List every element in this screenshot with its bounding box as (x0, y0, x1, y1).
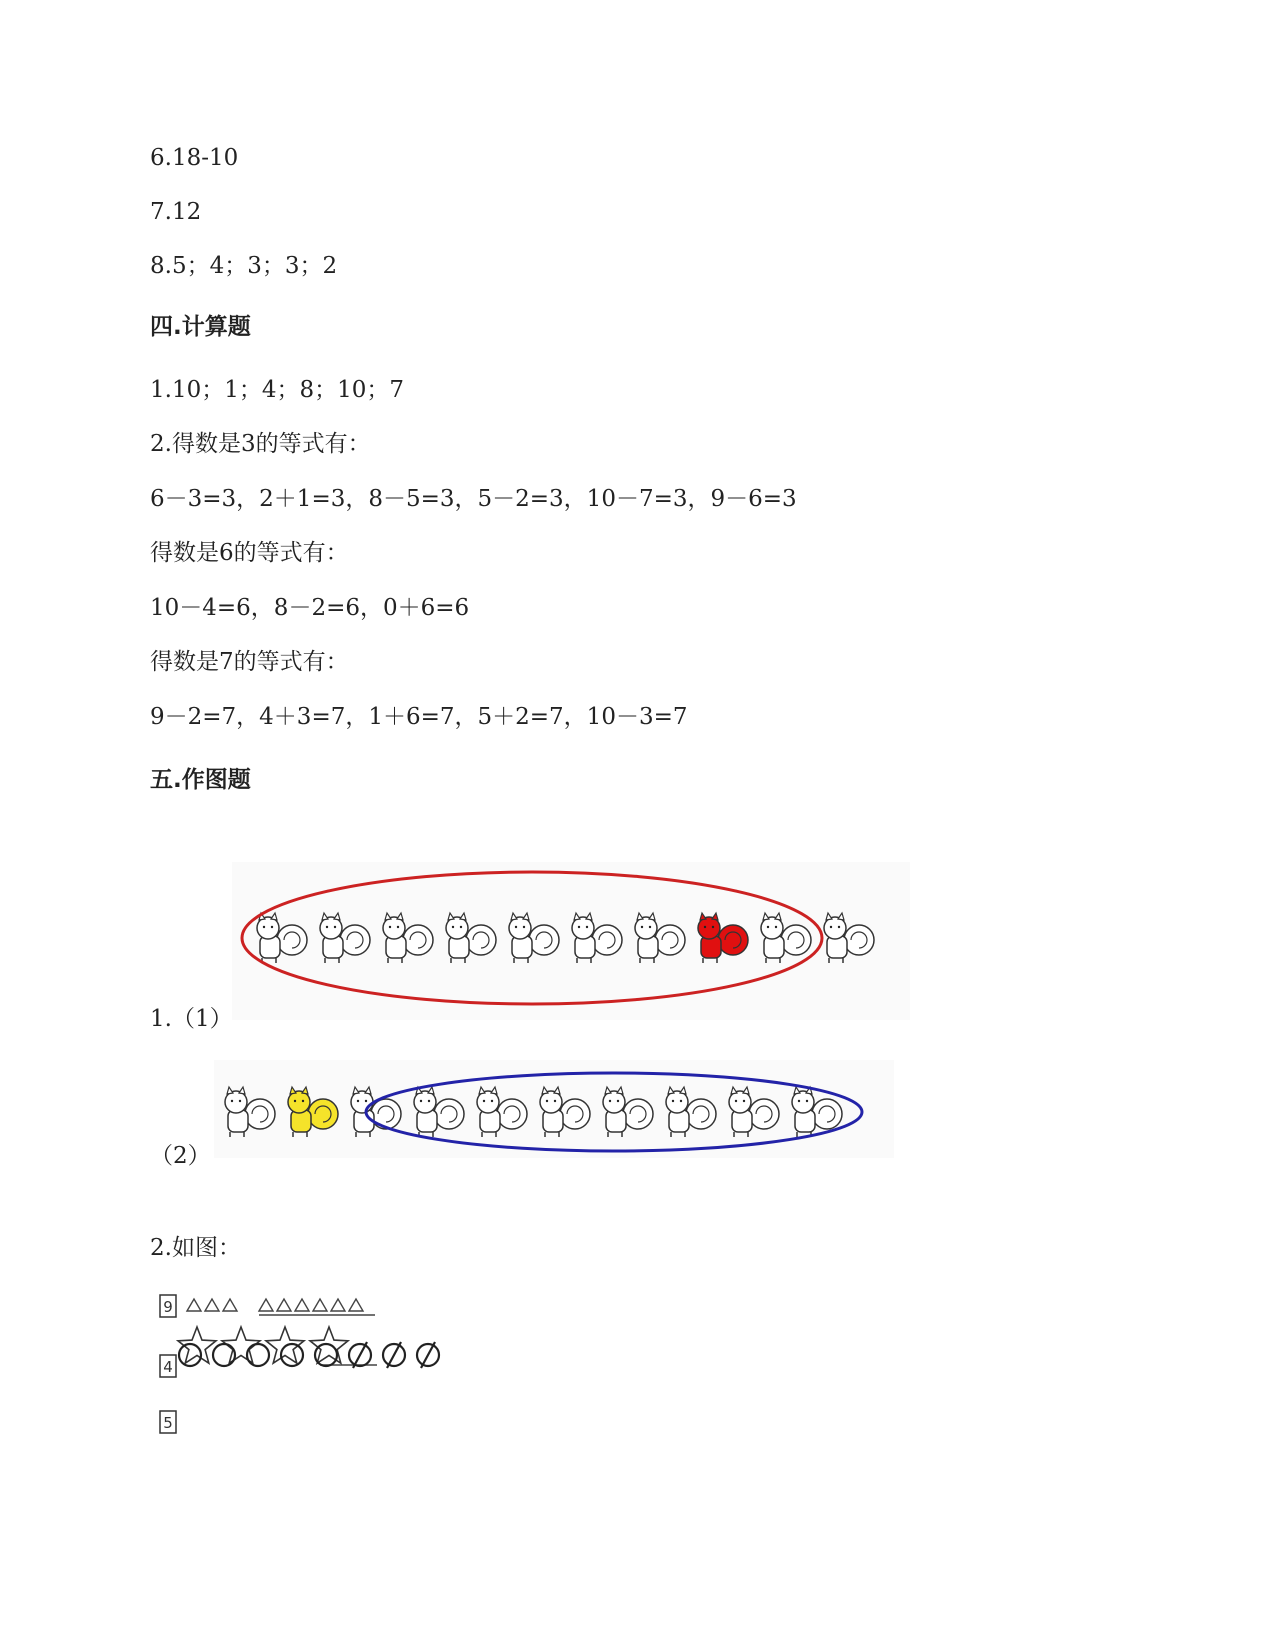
answer-7: 7.12 (150, 199, 202, 225)
calc-line-5: 10－4=6，8－2=6，0＋6=6 (150, 595, 470, 621)
calc-line-1: 1.10；1；4；8；10；7 (150, 377, 405, 403)
calc-line-6: 得数是7的等式有： (150, 649, 349, 675)
triangle-shape (259, 1299, 273, 1311)
triangle-group (187, 1299, 363, 1311)
calc-line-2: 2.得数是3的等式有： (150, 431, 371, 457)
calc-line-7: 9－2=7，4＋3=7，1＋6=7，5＋2=7，10－3=7 (150, 704, 688, 730)
triangle-shape (205, 1299, 219, 1311)
circle-crossed (417, 1342, 439, 1368)
shapes-figure (155, 1285, 475, 1445)
answer-6: 6.18-10 (150, 145, 239, 171)
triangle-shape (313, 1299, 327, 1311)
triangle-shape (187, 1299, 201, 1311)
number-box-9-text: 9 (163, 1298, 173, 1316)
triangle-shape (349, 1299, 363, 1311)
triangle-shape (331, 1299, 345, 1311)
circle-shape (315, 1344, 337, 1366)
triangle-shape (277, 1299, 291, 1311)
circle-group (179, 1342, 439, 1368)
number-box-4-text: 4 (163, 1358, 173, 1376)
squirrel-row-figure-2 (214, 1060, 894, 1158)
circle-shape (281, 1344, 303, 1366)
section-heading-drawing: 五.作图题 (150, 767, 251, 793)
triangle-shape (223, 1299, 237, 1311)
calc-line-3: 6－3=3，2＋1=3，8－5=3，5－2=3，10－7=3，9－6=3 (150, 486, 797, 512)
answer-8: 8.5；4；3；3；2 (150, 253, 338, 279)
triangle-shape (295, 1299, 309, 1311)
squirrel-row-figure-1 (232, 862, 910, 1020)
section-heading-calculation: 四.计算题 (150, 314, 251, 340)
circle-crossed (383, 1342, 405, 1368)
question-1-part-2-label: （2） (150, 1143, 211, 1169)
calc-line-4: 得数是6的等式有： (150, 540, 349, 566)
circle-crossed (349, 1342, 371, 1368)
question-1-part-1-label: 1.（1） (150, 1006, 233, 1032)
number-box-5-text: 5 (163, 1414, 173, 1432)
question-2-label: 2.如图： (150, 1235, 241, 1261)
circle-shape (179, 1344, 201, 1366)
